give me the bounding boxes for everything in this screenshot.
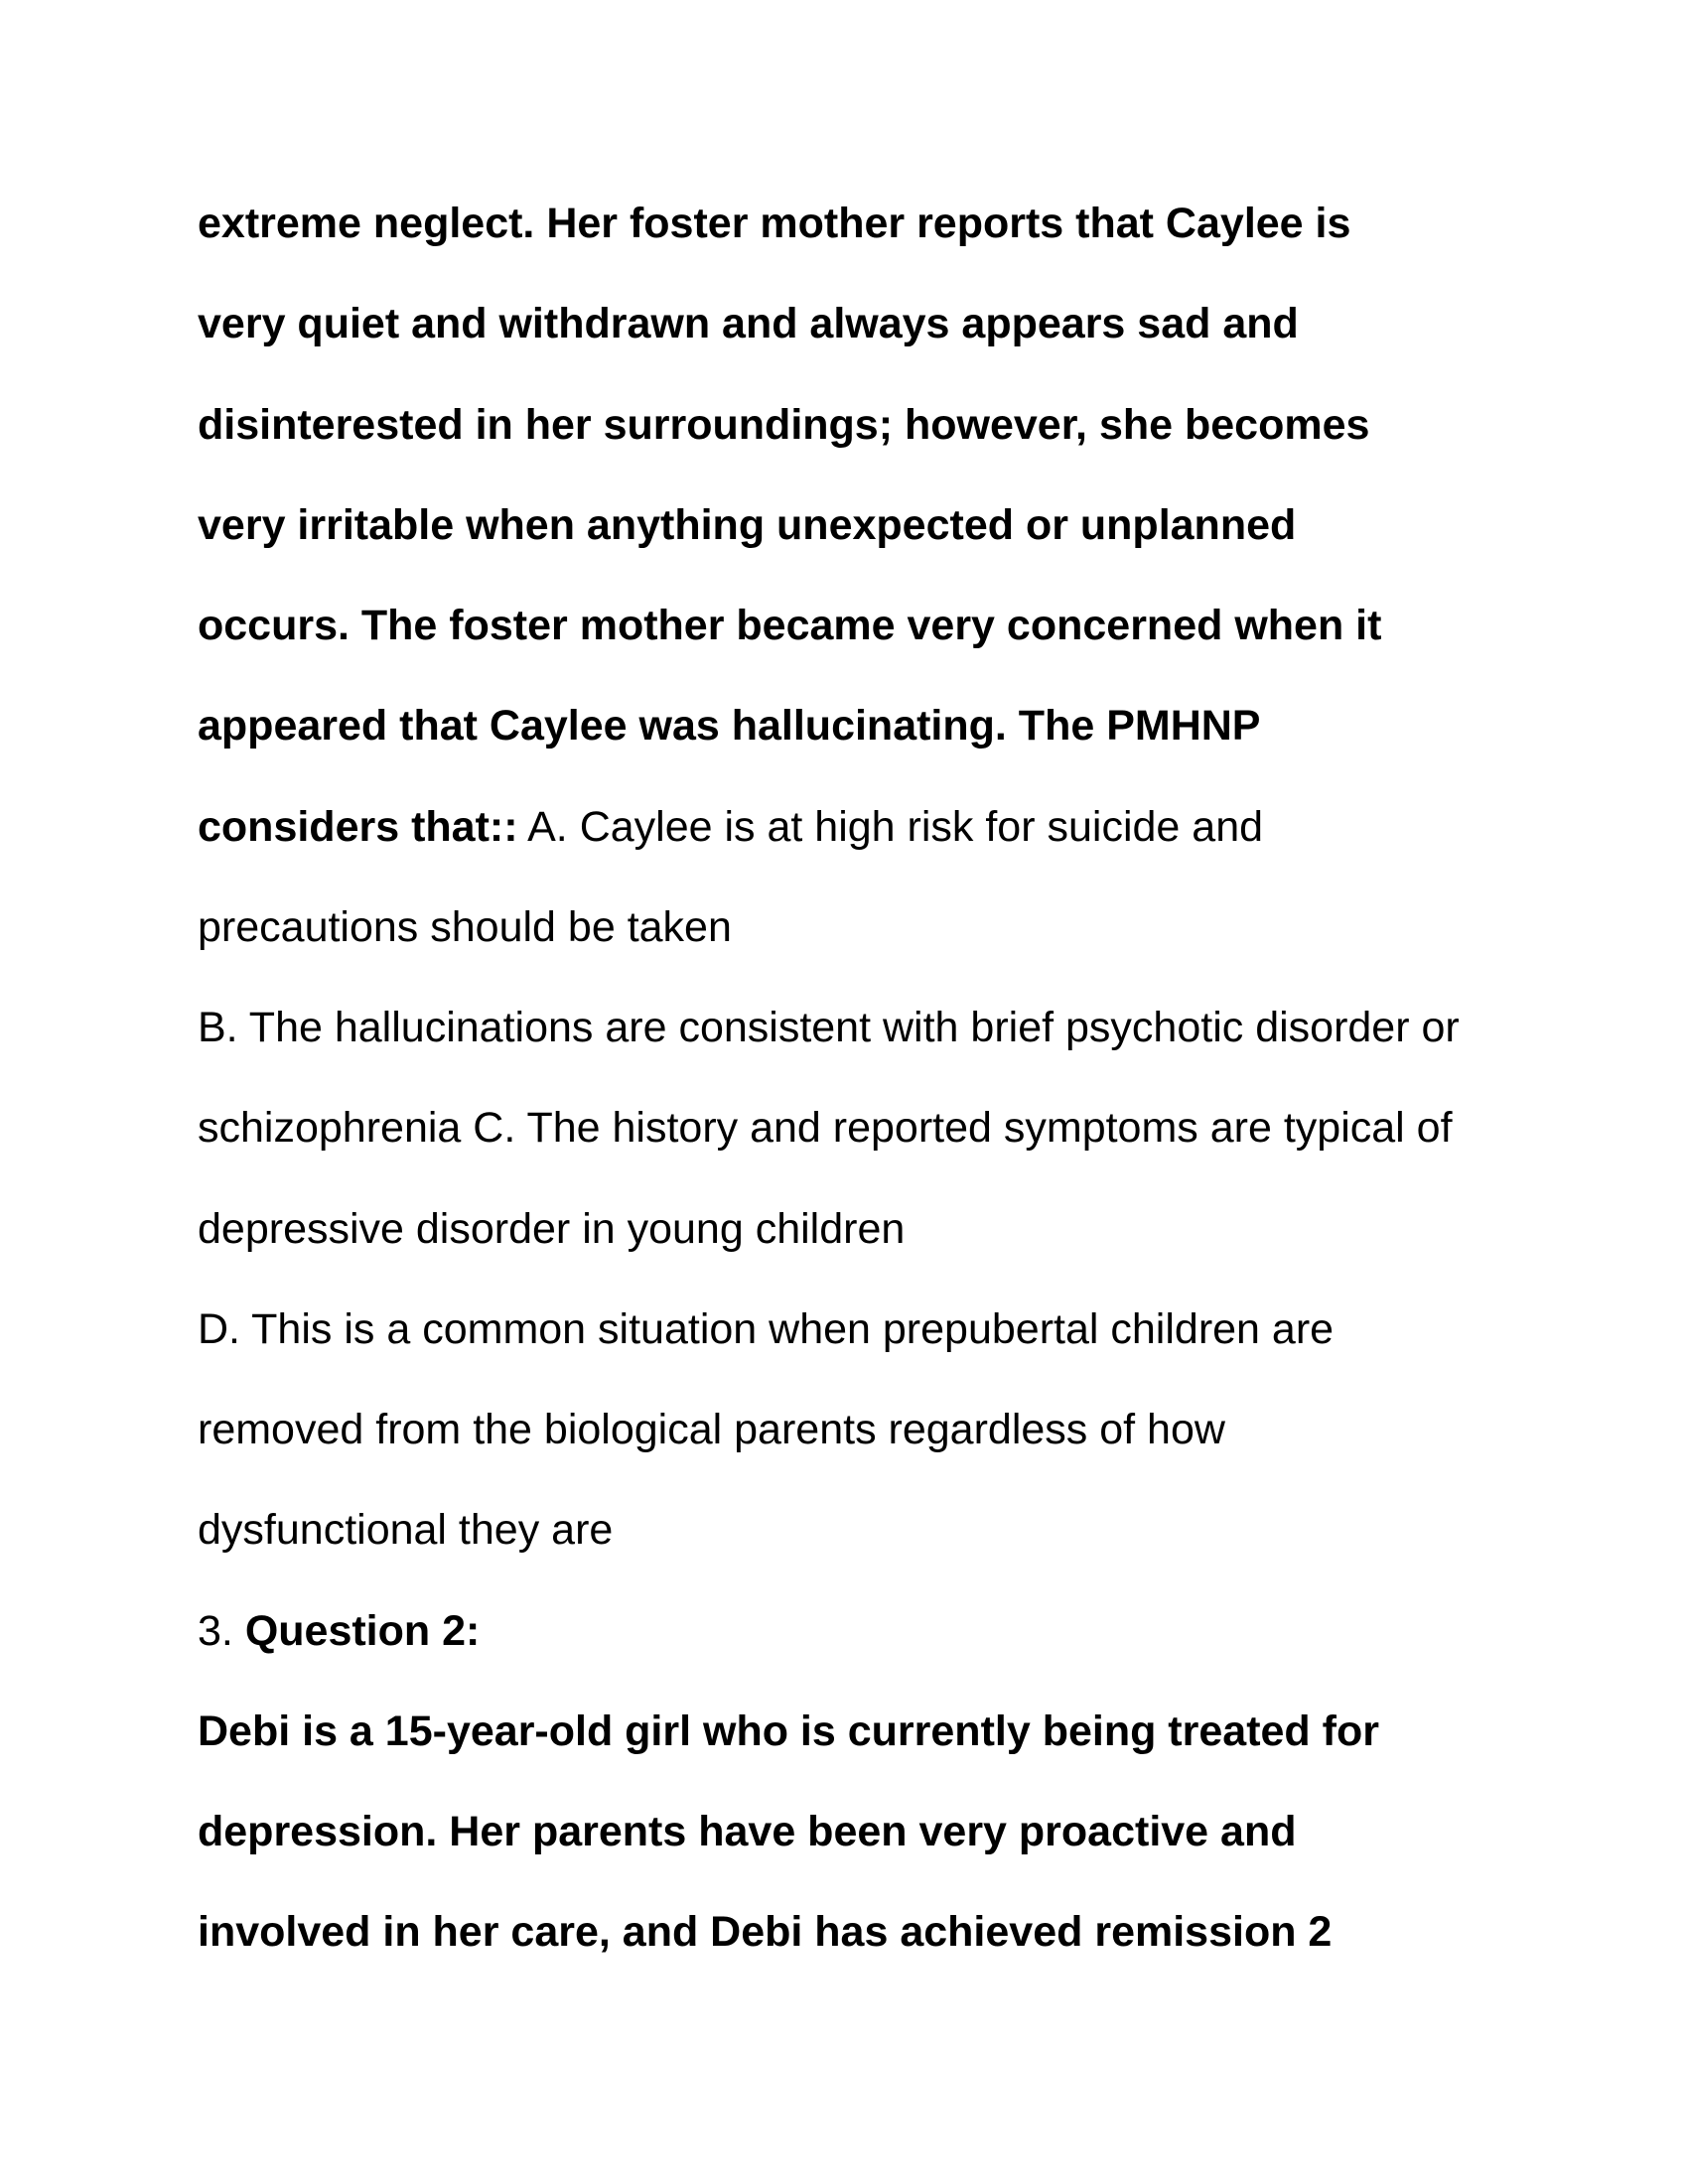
option-a-text: A. Caylee is at high risk for suicide and xyxy=(517,803,1264,851)
normal-text: removed from the biological parents regardless of how xyxy=(198,1406,1225,1453)
text-line xyxy=(198,1807,1297,1856)
normal-text: dysfunctional they are xyxy=(198,1506,614,1554)
text-line xyxy=(198,400,1369,450)
text-line xyxy=(198,902,732,952)
bold-text: very irritable when anything unexpected or unplanned xyxy=(198,501,1297,549)
normal-text: depressive disorder in young children xyxy=(198,1205,906,1253)
text-line xyxy=(198,601,1381,650)
text-line xyxy=(198,500,1296,550)
bold-text: extreme neglect. Her foster mother reports that Caylee is xyxy=(198,200,1351,247)
question-label: Question 2: xyxy=(244,1607,481,1655)
bold-text: disinterested in her surroundings; however, she becomes xyxy=(198,401,1370,449)
bold-text: Debi is a 15-year-old girl who is currently being treated for xyxy=(198,1707,1379,1755)
text-line xyxy=(198,299,1299,348)
bold-text: depression. Her parents have been very proactive and xyxy=(198,1808,1297,1855)
text-line xyxy=(198,1706,1379,1756)
text-line xyxy=(198,1304,1334,1354)
bold-text: occurs. The foster mother became very concerned when it xyxy=(198,602,1382,649)
text-line xyxy=(198,1907,1332,1957)
text-line xyxy=(198,1003,1460,1052)
option-d-text: D. This is a common situation when prepubertal children are xyxy=(198,1305,1335,1353)
text-line xyxy=(198,199,1350,248)
option-b-text: B. The hallucinations are consistent with brief psychotic disorder or xyxy=(198,1004,1460,1051)
text-line xyxy=(198,1505,613,1555)
bold-text: considers that:: xyxy=(198,803,518,851)
list-number: 3. xyxy=(198,1607,245,1655)
bold-text: very quiet and withdrawn and always appears sad and xyxy=(198,300,1299,347)
text-line xyxy=(198,701,1261,751)
normal-text: schizophrenia C. The history and reported symptoms are typical of xyxy=(198,1104,1453,1152)
text-line xyxy=(198,1103,1453,1153)
normal-text: precautions should be taken xyxy=(198,903,732,951)
bold-text: appeared that Caylee was hallucinating. The PMHNP xyxy=(198,702,1261,750)
text-line xyxy=(198,802,1263,852)
question-heading xyxy=(198,1606,480,1656)
text-line xyxy=(198,1204,905,1254)
text-line xyxy=(198,1405,1225,1454)
bold-text: involved in her care, and Debi has achieved remission 2 xyxy=(198,1908,1333,1956)
